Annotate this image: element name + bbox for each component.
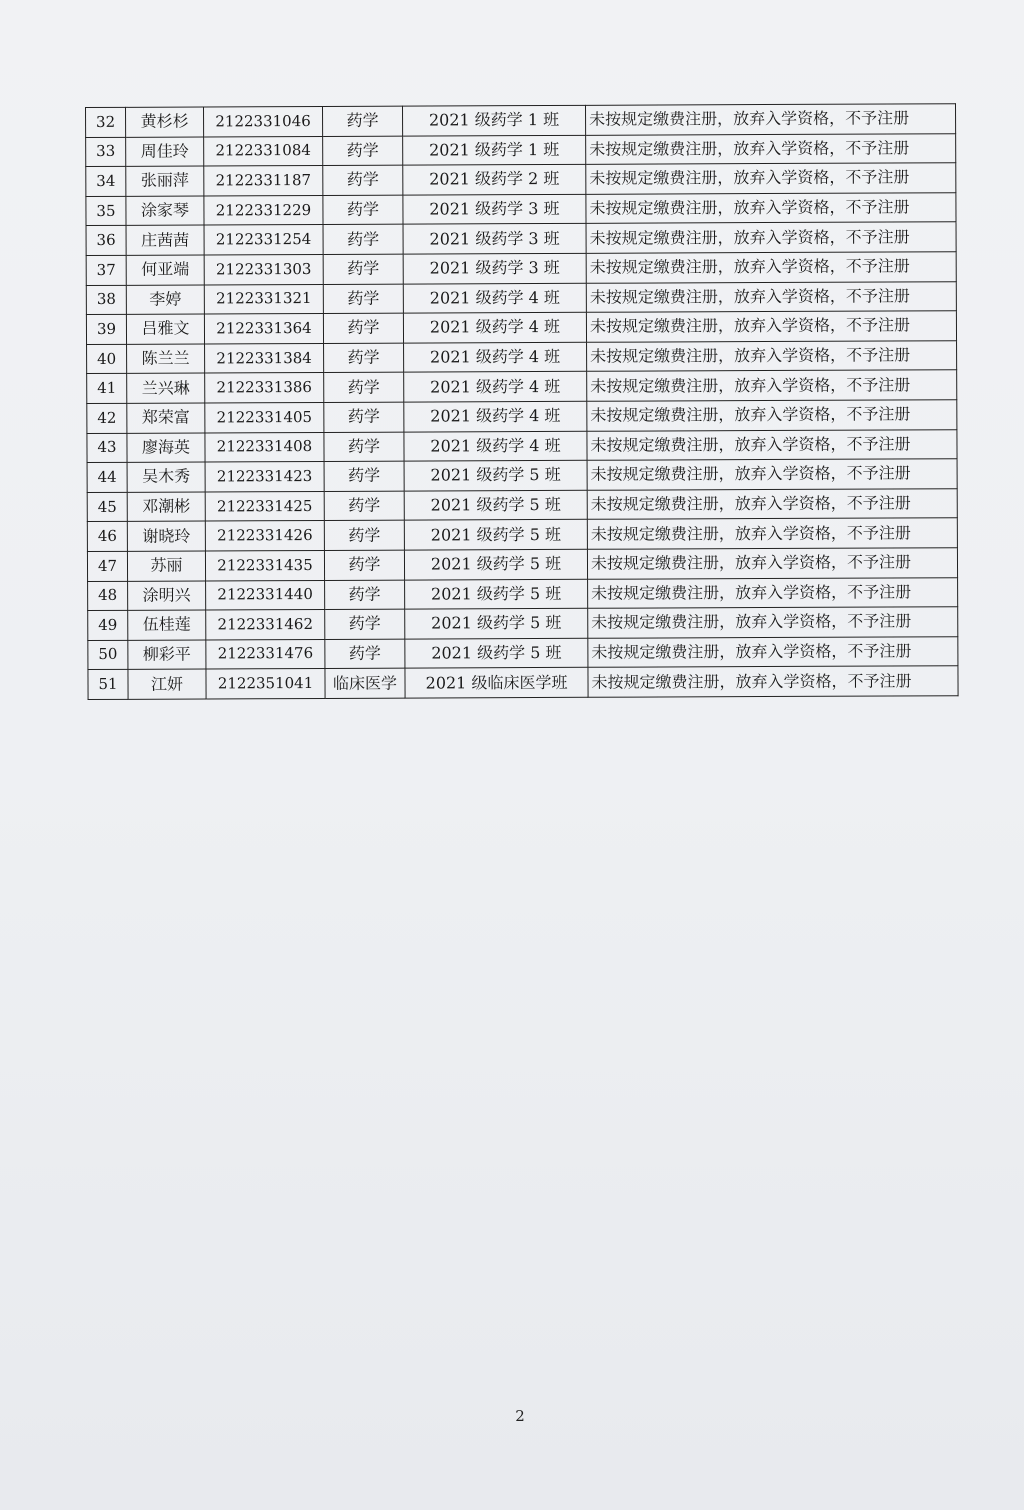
table-row — [88, 577, 958, 610]
table-row — [86, 311, 956, 344]
cell-reason: 未按规定缴费注册，放弃入学资格，不予注册 — [587, 548, 957, 579]
cell-student-id: 2122331462 — [206, 610, 325, 640]
cell-student-id: 2122331303 — [204, 254, 323, 284]
cell-number: 46 — [87, 522, 127, 552]
table-row — [86, 222, 956, 255]
cell-class: 2021 级药学 4 班 — [404, 401, 587, 431]
cell-student-name: 何亚端 — [126, 255, 204, 285]
cell-student-name: 柳彩平 — [128, 640, 206, 670]
cell-major: 临床医学 — [325, 668, 405, 698]
cell-student-id: 2122331187 — [204, 166, 323, 196]
table-row — [86, 163, 956, 196]
cell-reason: 未按规定缴费注册，放弃入学资格，不予注册 — [586, 222, 956, 253]
cell-reason: 未按规定缴费注册，放弃入学资格，不予注册 — [587, 459, 957, 490]
table-row — [88, 607, 958, 640]
cell-student-name: 谢晓玲 — [127, 521, 205, 551]
cell-student-name: 周佳玲 — [126, 137, 204, 167]
cell-major: 药学 — [325, 580, 405, 610]
cell-major: 药学 — [323, 165, 403, 195]
cell-number: 44 — [87, 462, 127, 492]
cell-class: 2021 级药学 4 班 — [404, 342, 587, 372]
cell-number: 42 — [87, 403, 127, 433]
table-row — [86, 252, 956, 285]
table-row — [86, 133, 956, 166]
cell-major: 药学 — [324, 461, 404, 491]
cell-student-id: 2122331364 — [204, 314, 323, 344]
cell-student-id: 2122331426 — [205, 521, 324, 551]
cell-student-name: 吴木秀 — [127, 462, 205, 492]
cell-student-name: 涂明兴 — [128, 580, 206, 610]
cell-class: 2021 级药学 3 班 — [403, 194, 586, 224]
cell-number: 45 — [87, 492, 127, 522]
cell-student-id: 2122331229 — [204, 195, 323, 225]
cell-class: 2021 级药学 1 班 — [402, 105, 585, 135]
cell-major: 药学 — [323, 224, 403, 254]
cell-major: 药学 — [323, 313, 403, 343]
table-body — [86, 104, 959, 700]
cell-number: 51 — [88, 670, 128, 700]
cell-number: 35 — [86, 196, 126, 226]
cell-reason: 未按规定缴费注册，放弃入学资格，不予注册 — [588, 577, 958, 608]
cell-major: 药学 — [324, 372, 404, 402]
cell-major: 药学 — [323, 284, 403, 314]
cell-major: 药学 — [322, 106, 402, 136]
cell-number: 37 — [86, 255, 126, 285]
cell-student-id: 2122331405 — [205, 402, 324, 432]
cell-number: 49 — [88, 610, 128, 640]
cell-reason: 未按规定缴费注册，放弃入学资格，不予注册 — [586, 133, 956, 164]
cell-number: 47 — [87, 551, 127, 581]
cell-class: 2021 级药学 4 班 — [404, 431, 587, 461]
cell-student-id: 2122331084 — [204, 136, 323, 166]
cell-student-id: 2122331408 — [205, 432, 324, 462]
cell-student-id: 2122331386 — [205, 373, 324, 403]
cell-major: 药学 — [324, 343, 404, 373]
cell-reason: 未按规定缴费注册，放弃入学资格，不予注册 — [588, 666, 958, 697]
cell-major: 药学 — [323, 136, 403, 166]
cell-class: 2021 级药学 1 班 — [403, 135, 586, 165]
cell-major: 药学 — [325, 639, 405, 669]
cell-major: 药学 — [324, 402, 404, 432]
cell-reason: 未按规定缴费注册，放弃入学资格，不予注册 — [587, 518, 957, 549]
cell-major: 药学 — [324, 520, 404, 550]
table-row — [86, 192, 956, 225]
cell-student-name: 兰兴琳 — [127, 373, 205, 403]
table-row — [87, 548, 957, 581]
cell-student-name: 张丽萍 — [126, 166, 204, 196]
cell-student-name: 吕雅文 — [126, 314, 204, 344]
cell-class: 2021 级药学 5 班 — [405, 579, 588, 609]
cell-student-id: 2122331425 — [205, 491, 324, 521]
cell-student-name: 江妍 — [128, 669, 206, 699]
cell-student-id: 2122331384 — [205, 343, 324, 373]
cell-number: 36 — [86, 226, 126, 256]
cell-class: 2021 级药学 5 班 — [404, 520, 587, 550]
cell-student-name: 廖海英 — [127, 433, 205, 463]
table-row — [88, 666, 958, 699]
table-row — [87, 488, 957, 521]
table-row — [87, 459, 957, 492]
cell-student-id: 2122331476 — [206, 639, 325, 669]
cell-student-id: 2122331321 — [204, 284, 323, 314]
table-row — [86, 104, 956, 137]
cell-reason: 未按规定缴费注册，放弃入学资格，不予注册 — [586, 163, 956, 194]
cell-reason: 未按规定缴费注册，放弃入学资格，不予注册 — [587, 340, 957, 371]
cell-reason: 未按规定缴费注册，放弃入学资格，不予注册 — [586, 192, 956, 223]
cell-class: 2021 级药学 3 班 — [403, 224, 586, 254]
table-row — [87, 340, 957, 373]
cell-major: 药学 — [324, 491, 404, 521]
table-row — [87, 400, 957, 433]
cell-reason: 未按规定缴费注册，放弃入学资格，不予注册 — [586, 252, 956, 283]
cell-major: 药学 — [325, 609, 405, 639]
cell-student-name: 郑荣富 — [127, 403, 205, 433]
cell-student-name: 庄茜茜 — [126, 225, 204, 255]
cell-class: 2021 级药学 5 班 — [404, 490, 587, 520]
cell-major: 药学 — [324, 432, 404, 462]
cell-number: 38 — [86, 285, 126, 315]
cell-student-name: 伍桂莲 — [128, 610, 206, 640]
cell-student-name: 陈兰兰 — [127, 344, 205, 374]
table-row — [87, 429, 957, 462]
cell-class: 2021 级药学 4 班 — [404, 372, 587, 402]
cell-major: 药学 — [324, 550, 404, 580]
cell-number: 41 — [87, 374, 127, 404]
cell-student-id: 2122331046 — [204, 106, 323, 136]
cell-class: 2021 级药学 3 班 — [403, 253, 586, 283]
cell-reason: 未按规定缴费注册，放弃入学资格，不予注册 — [586, 311, 956, 342]
cell-number: 40 — [87, 344, 127, 374]
cell-student-name: 李婷 — [126, 285, 204, 315]
cell-student-name: 黄杉杉 — [126, 107, 204, 137]
cell-student-name: 苏丽 — [127, 551, 205, 581]
cell-student-name: 涂家琴 — [126, 196, 204, 226]
cell-major: 药学 — [323, 254, 403, 284]
cell-number: 32 — [86, 107, 126, 137]
cell-reason: 未按规定缴费注册，放弃入学资格，不予注册 — [587, 400, 957, 431]
cell-class: 2021 级药学 5 班 — [404, 549, 587, 579]
table-row — [87, 370, 957, 403]
cell-student-id: 2122331423 — [205, 462, 324, 492]
cell-class: 2021 级药学 5 班 — [404, 460, 587, 490]
cell-reason: 未按规定缴费注册，放弃入学资格，不予注册 — [587, 370, 957, 401]
table-row — [86, 281, 956, 314]
cell-number: 50 — [88, 640, 128, 670]
cell-number: 33 — [86, 137, 126, 167]
cell-reason: 未按规定缴费注册，放弃入学资格，不予注册 — [587, 488, 957, 519]
cell-number: 43 — [87, 433, 127, 463]
cell-class: 2021 级药学 4 班 — [403, 283, 586, 313]
cell-student-id: 2122331435 — [205, 550, 324, 580]
cell-reason: 未按规定缴费注册，放弃入学资格，不予注册 — [588, 636, 958, 667]
cell-number: 48 — [88, 581, 128, 611]
cell-class: 2021 级药学 2 班 — [403, 165, 586, 195]
cell-number: 39 — [86, 314, 126, 344]
cell-class: 2021 级药学 5 班 — [405, 638, 588, 668]
cell-class: 2021 级药学 4 班 — [403, 312, 586, 342]
cell-reason: 未按规定缴费注册，放弃入学资格，不予注册 — [585, 104, 955, 135]
cell-student-id: 2122351041 — [206, 669, 325, 699]
cell-number: 34 — [86, 167, 126, 197]
cell-major: 药学 — [323, 195, 403, 225]
student-registration-table — [85, 103, 959, 700]
cell-reason: 未按规定缴费注册，放弃入学资格，不予注册 — [588, 607, 958, 638]
page-number: 2 — [515, 1407, 525, 1425]
cell-class: 2021 级药学 5 班 — [405, 608, 588, 638]
cell-student-id: 2122331440 — [206, 580, 325, 610]
table-row — [87, 518, 957, 551]
cell-reason: 未按规定缴费注册，放弃入学资格，不予注册 — [586, 281, 956, 312]
cell-reason: 未按规定缴费注册，放弃入学资格，不予注册 — [587, 429, 957, 460]
cell-student-id: 2122331254 — [204, 225, 323, 255]
cell-student-name: 邓潮彬 — [127, 492, 205, 522]
table-row — [88, 636, 958, 669]
cell-class: 2021 级临床医学班 — [405, 668, 588, 698]
